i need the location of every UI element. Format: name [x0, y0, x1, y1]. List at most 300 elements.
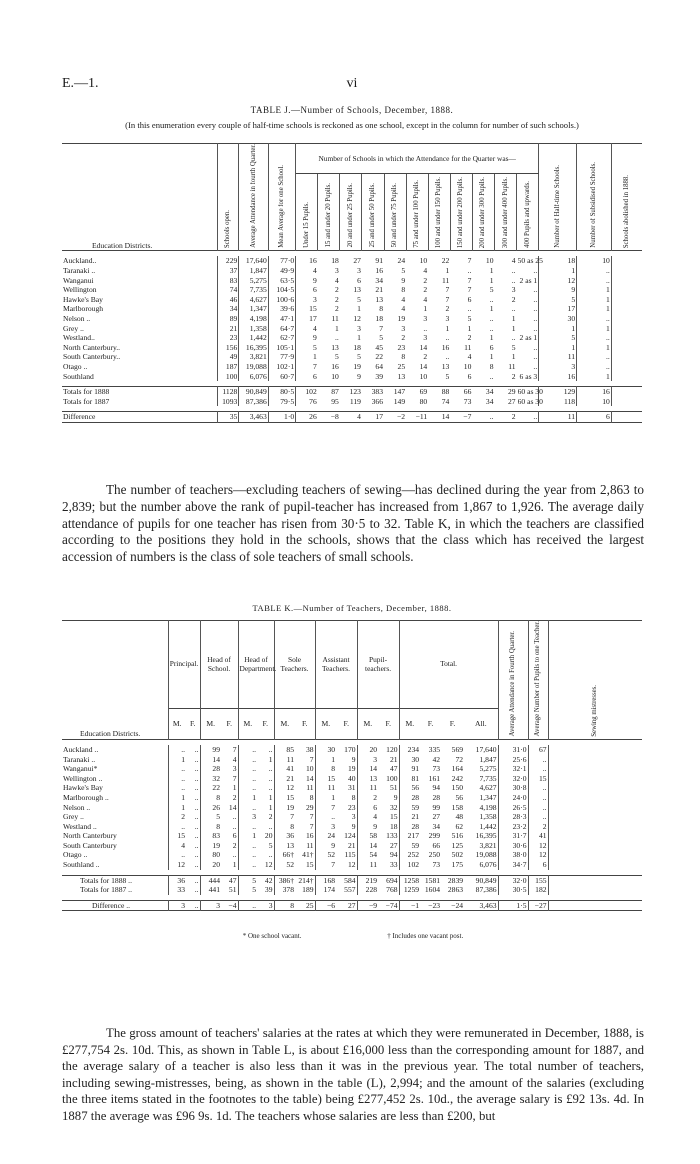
table-cell: 80: [419, 396, 428, 406]
table-row: [62, 850, 642, 860]
table-cell: 30·6: [498, 841, 528, 851]
table-k-avg-pupils-header: [528, 621, 548, 740]
table-cell: ..: [445, 333, 450, 343]
table-cell: ..: [186, 875, 200, 885]
table-row: [62, 276, 642, 286]
table-cell: 2: [335, 294, 339, 304]
table-k-sewing-header-label: Sewing mistresses.: [591, 684, 599, 737]
district-name: Nelson ..: [62, 314, 218, 324]
table-j-subsidised-header: Number of Subsidised Schools.: [589, 162, 597, 248]
table-row: [62, 774, 642, 784]
table-cell: 16: [309, 256, 317, 266]
table-cell: 16: [539, 372, 577, 382]
table-cell: 29: [295, 803, 315, 813]
sex-subheader: F.: [295, 709, 315, 740]
table-cell: ..: [445, 352, 450, 362]
table-cell: 17: [309, 314, 317, 324]
table-cell: 1: [577, 324, 612, 334]
table-cell: ..: [489, 294, 494, 304]
table-cell: 4: [467, 352, 472, 362]
table-cell: 9: [312, 275, 317, 285]
table-cell: 10: [577, 256, 612, 266]
district-name: Hawke's Bay: [62, 783, 168, 793]
district-name: Marlborough: [62, 304, 218, 314]
table-cell: 219: [365, 875, 378, 885]
table-cell: 18: [353, 342, 361, 352]
table-cell: 1·0: [268, 412, 295, 423]
table-cell: 25: [295, 900, 315, 911]
table-cell: 2: [445, 304, 450, 314]
table-cell: 11: [441, 275, 450, 285]
table-cell: 66: [432, 840, 441, 850]
table-cell: 47: [378, 764, 399, 774]
table-row: [62, 333, 642, 343]
table-cell: 9: [401, 275, 406, 285]
table-cell: 17,640: [239, 256, 268, 266]
table-cell: 2: [221, 841, 238, 851]
table-j-band-header: [362, 174, 384, 251]
table-cell: 6,076: [239, 372, 268, 382]
table-cell: 4,627: [464, 783, 498, 793]
table-cell: 8: [216, 821, 220, 831]
district-name: Wellington ..: [62, 774, 168, 784]
table-cell: 19: [397, 314, 406, 324]
table-j: [62, 143, 642, 423]
table-cell: 5: [216, 812, 220, 822]
table-cell: 3: [216, 900, 220, 910]
table-cell: 3: [423, 333, 428, 343]
table-cell: 441: [208, 885, 220, 895]
table-cell: 6: [467, 294, 472, 304]
table-cell: 1093: [218, 397, 239, 407]
table-cell: 28: [411, 792, 420, 802]
sex-subheader: F.: [186, 709, 200, 740]
table-cell: 124: [336, 831, 357, 841]
table-cell: 59: [411, 802, 420, 812]
page-number: vi: [346, 76, 358, 91]
table-cell: 7: [295, 755, 315, 765]
table-cell: 7: [331, 860, 336, 870]
table-cell: 1,358: [464, 812, 498, 822]
table-cell: 444: [208, 875, 220, 885]
table-cell: ..: [257, 783, 274, 793]
sex-subheader: M.: [405, 719, 415, 729]
table-cell: ..: [186, 822, 200, 832]
table-cell: 158: [451, 802, 464, 812]
table-cell: 52: [286, 860, 295, 870]
table-cell: ..: [577, 266, 612, 276]
table-row: [62, 764, 642, 774]
table-cell: −23: [428, 900, 441, 910]
table-cell: 73: [432, 764, 441, 774]
table-cell: −27: [528, 900, 548, 911]
table-cell: ..: [517, 304, 539, 314]
table-cell: 11: [369, 783, 378, 793]
table-cell: 4: [423, 294, 428, 304]
table-cell: 19,088: [239, 362, 268, 372]
table-cell: 2: [423, 352, 428, 362]
table-cell: 62·7: [268, 333, 295, 343]
table-cell: 1581: [424, 875, 441, 885]
table-cell: 100·6: [268, 295, 295, 305]
table-row: [62, 812, 642, 822]
table-k-group-header: Head of School.: [200, 621, 238, 709]
table-cell: 10: [485, 256, 494, 266]
table-cell: 149: [393, 396, 406, 406]
table-cell: 30: [411, 754, 420, 764]
table-cell: 10: [419, 256, 428, 266]
table-cell: 9: [357, 371, 361, 381]
table-j-band-label: 15 and under 20 Pupils.: [324, 183, 332, 248]
table-cell: 1,847: [239, 266, 268, 276]
table-cell: 51: [378, 783, 399, 793]
table-cell: 2: [467, 333, 472, 343]
table-cell: 74: [218, 285, 239, 295]
table-cell: 2839: [447, 875, 464, 885]
table-cell: 2: [401, 333, 406, 343]
table-cell: ..: [186, 803, 200, 813]
table-cell: 5,275: [464, 764, 498, 774]
district-name: Wanganui: [62, 276, 218, 286]
table-cell: 7,735: [239, 285, 268, 295]
table-cell: 3: [252, 812, 257, 822]
table-cell: 11: [331, 314, 339, 324]
table-row: [62, 793, 642, 803]
table-cell: ..: [257, 745, 274, 755]
table-cell: ..: [186, 755, 200, 765]
district-name: Wellington: [62, 285, 218, 295]
table-j-band-label: 300 and under 400 Pupils.: [501, 176, 509, 248]
table-cell: 10: [295, 764, 315, 774]
table-cell: 2: [335, 304, 339, 314]
table-row: [62, 266, 642, 276]
table-j-band-label: 400 Pupils and upwards.: [523, 181, 531, 248]
table-cell: −2: [397, 412, 406, 422]
table-cell: 3: [181, 900, 185, 910]
table-j-open-header: Schools open.: [224, 209, 232, 248]
table-cell: 14: [212, 754, 220, 764]
table-cell: 1: [257, 803, 274, 813]
table-cell: ..: [257, 850, 274, 860]
table-cell: 1: [252, 831, 257, 841]
table-cell: 74: [441, 396, 450, 406]
table-cell: 42: [432, 754, 441, 764]
table-cell: 502: [451, 850, 464, 860]
table-row: [62, 803, 642, 813]
table-cell: 34·7: [498, 860, 528, 870]
table-k-group-header: Pupil-teachers.: [357, 621, 399, 709]
table-cell: ..: [528, 783, 548, 793]
table-cell: 2: [511, 294, 516, 304]
table-cell: 5: [489, 285, 494, 295]
table-cell: 30: [327, 744, 336, 754]
table-row: [62, 295, 642, 305]
table-cell: ..: [335, 333, 339, 343]
table-cell: 31·0: [498, 745, 528, 755]
table-cell: 2: [221, 793, 238, 803]
table-cell: 9: [331, 840, 336, 850]
table-cell: 31: [336, 783, 357, 793]
table-cell: 4,627: [239, 295, 268, 305]
table-cell: 5: [511, 342, 516, 352]
table-k-group-header: Principal.: [168, 621, 200, 709]
table-cell: 217: [407, 831, 420, 841]
table-cell: 18: [539, 256, 577, 266]
table-cell: ..: [517, 412, 539, 423]
table-cell: 28: [212, 764, 220, 774]
table-cell: 4: [312, 323, 317, 333]
table-cell: 23: [218, 333, 239, 343]
table-cell: ..: [517, 285, 539, 295]
table-cell: 87: [331, 387, 339, 397]
table-cell: 5: [252, 875, 257, 885]
table-cell: 15: [327, 773, 336, 783]
table-j-district-header: Education Districts.: [62, 144, 218, 251]
table-cell: 6: [467, 371, 472, 381]
table-cell: ..: [511, 275, 516, 285]
table-cell: 1·5: [498, 900, 528, 911]
table-j-band-header: [517, 174, 539, 251]
table-cell: 60 as 30: [517, 396, 543, 406]
table-cell: 33: [378, 860, 399, 870]
table-cell: −74: [378, 900, 399, 911]
table-cell: 3: [357, 266, 361, 276]
table-cell: 47: [221, 875, 238, 885]
table-cell: 21: [411, 812, 420, 822]
district-name: Grey ..: [62, 324, 218, 334]
table-cell: 40: [336, 774, 357, 784]
table-cell: 366: [371, 396, 384, 406]
table-cell: 1128: [218, 387, 239, 397]
table-cell: 14: [419, 362, 428, 371]
table-cell: 21: [375, 285, 384, 295]
table-cell: 13: [331, 342, 339, 352]
table-cell: 88: [441, 387, 450, 397]
table-row: [62, 822, 642, 832]
table-k-group-header: Assistant Teachers.: [315, 621, 357, 709]
table-cell: 11: [295, 841, 315, 851]
sex-subheader: M.: [243, 719, 253, 729]
table-j-abolished-header: Schools abolished in 1888.: [622, 174, 630, 248]
table-cell: 694: [378, 875, 399, 885]
table-cell: 1: [489, 266, 494, 276]
table-cell: 23: [336, 803, 357, 813]
table-cell: 7: [445, 285, 450, 295]
table-cell: 67: [528, 745, 548, 755]
table-cell: −1: [410, 900, 420, 910]
table-j-title: TABLE J.—Number of Schools, December, 1888.: [250, 105, 454, 115]
table-cell: 22: [375, 352, 384, 362]
totals-row: [62, 885, 642, 895]
table-cell: ..: [252, 764, 257, 774]
table-cell: 83: [218, 276, 239, 286]
table-cell: 32·1: [498, 764, 528, 774]
table-k-title: TABLE K.—Number of Teachers, December, 1888.: [252, 603, 452, 613]
table-cell: 23·2: [498, 822, 528, 832]
table-j-band-label: 50 and under 75 Pupils.: [391, 183, 399, 248]
table-cell: 16: [331, 362, 339, 371]
table-cell: 2: [335, 285, 339, 295]
table-cell: 1: [539, 324, 577, 334]
district-name: Marlborough ..: [62, 793, 168, 803]
district-name: Otago ..: [62, 850, 168, 860]
table-cell: 1: [312, 352, 317, 362]
table-cell: 6: [357, 275, 361, 285]
table-cell: 34: [218, 304, 239, 314]
table-cell: 30·5: [498, 885, 528, 895]
table-cell: 16: [441, 342, 450, 352]
table-cell: −9: [368, 900, 378, 910]
table-cell: 9: [336, 822, 357, 832]
table-cell: 7: [467, 275, 472, 285]
table-cell: 12: [177, 860, 185, 870]
table-cell: ..: [577, 352, 612, 362]
table-cell: 12: [528, 850, 548, 860]
table-cell: 8: [379, 304, 384, 314]
table-cell: 77·9: [268, 352, 295, 362]
table-cell: 62: [455, 821, 464, 831]
table-cell: 14: [441, 412, 450, 422]
table-cell: 168: [323, 875, 336, 885]
totals-row: [62, 387, 642, 397]
district-name: Otago ..: [62, 362, 218, 372]
table-cell: 133: [378, 831, 399, 841]
table-cell: 15: [295, 860, 315, 870]
table-cell: 11: [539, 352, 577, 362]
table-cell: ..: [517, 314, 539, 324]
table-cell: ..: [181, 773, 185, 783]
district-name: Totals for 1888 ..: [62, 875, 168, 885]
table-cell: 14: [369, 840, 378, 850]
table-cell: 7: [379, 323, 384, 333]
table-cell: 8: [489, 362, 494, 371]
table-cell: 242: [451, 773, 464, 783]
table-cell: ..: [186, 860, 200, 870]
table-cell: 13: [375, 294, 384, 304]
table-cell: 3: [373, 754, 378, 764]
table-j-band-header: [296, 174, 318, 251]
table-cell: 13: [286, 840, 295, 850]
footnote-vacant-school: * One school vacant.: [242, 932, 302, 940]
table-cell: 5: [357, 352, 361, 362]
district-name: South Canterbury: [62, 841, 168, 851]
table-cell: 13: [441, 362, 450, 371]
table-row: [62, 755, 642, 765]
table-cell: 46: [218, 295, 239, 305]
table-cell: 5: [257, 841, 274, 851]
table-cell: 6: [312, 285, 317, 295]
table-k: [62, 620, 642, 911]
table-cell: 58: [369, 831, 378, 841]
table-cell: ..: [252, 821, 257, 831]
table-cell: ..: [252, 840, 257, 850]
table-cell: 182: [528, 885, 548, 895]
table-row: [62, 352, 642, 362]
table-cell: 1,347: [464, 793, 498, 803]
table-cell: 5,275: [239, 276, 268, 286]
table-cell: 17,640: [464, 745, 498, 755]
table-cell: 3: [257, 900, 274, 911]
table-cell: 94: [432, 783, 441, 793]
table-cell: 51: [221, 885, 238, 895]
table-cell: 2: [423, 275, 428, 285]
table-cell: 100: [218, 372, 239, 382]
table-cell: ..: [517, 352, 539, 362]
table-cell: 80·5: [268, 387, 295, 397]
table-cell: 7: [312, 362, 317, 371]
table-cell: 64: [375, 362, 384, 371]
table-cell: 5: [312, 342, 317, 352]
table-cell: ..: [489, 412, 494, 422]
table-k-group-header: Sole Teachers.: [274, 621, 315, 709]
table-cell: 32·0: [498, 774, 528, 784]
table-cell: 175: [451, 860, 464, 870]
page-header: [62, 76, 642, 96]
table-cell: ..: [511, 333, 516, 343]
table-cell: 8: [331, 764, 336, 774]
table-cell: 1: [181, 792, 185, 802]
table-k-attendance-header-label: Average Attendance in Fourth Quarter.: [509, 630, 517, 737]
table-cell: ..: [186, 764, 200, 774]
table-cell: 1: [577, 295, 612, 305]
table-cell: 22: [212, 783, 220, 793]
table-cell: 1: [467, 323, 472, 333]
district-name: Wanganui*: [62, 764, 168, 774]
table-cell: 252: [407, 850, 420, 860]
table-cell: 115: [336, 850, 357, 860]
sex-subheader: M.: [321, 719, 331, 729]
table-cell: 34: [375, 275, 384, 285]
table-cell: 378: [282, 885, 295, 895]
table-cell: 41†: [295, 850, 315, 860]
table-cell: 39·6: [268, 304, 295, 314]
table-cell: 83: [212, 831, 220, 841]
table-cell: 36: [286, 831, 295, 841]
table-cell: 15: [286, 792, 295, 802]
table-cell: 4: [373, 812, 378, 822]
table-cell: ..: [252, 773, 257, 783]
table-j-band-header: [340, 174, 362, 251]
table-cell: 123: [349, 387, 361, 397]
table-cell: ..: [186, 783, 200, 793]
table-cell: 18: [375, 314, 384, 324]
table-cell: 1259: [403, 885, 420, 895]
table-cell: 30: [539, 314, 577, 324]
table-cell: 49: [218, 352, 239, 362]
paragraph-salaries: The gross amount of teachers' salaries at the rates at which they were remunerated in December, 1888, is £277,754 2s. 10d. This, as shown in Table L, is about £16,000 less than the corresponding amount for 1887, and the average salary of a teacher is also less than it was in the previous year. The total number of teachers, including sewing-mistresses, being, as shown in the table (L), 2,994; and the amount of the salaries (excluding the three items stated in the footnotes to the table) being £277,452 2s. 10d., the average salary is £92 13s. 4d. In 1887 the average was £96 9s. 1d. The teachers whose salaries are less than £200, but: [62, 1026, 644, 1123]
table-cell: 3,821: [464, 841, 498, 851]
district-name: Totals for 1887: [62, 397, 218, 407]
table-cell: 28: [432, 792, 441, 802]
table-cell: 4: [221, 755, 238, 765]
table-cell: 12: [528, 841, 548, 851]
table-cell: ..: [186, 900, 200, 911]
table-cell: 1,847: [464, 755, 498, 765]
table-cell: 299: [428, 831, 441, 841]
table-k-district-header: Education Districts.: [62, 621, 168, 740]
table-cell: ..: [257, 774, 274, 784]
table-cell: 1: [511, 323, 516, 333]
table-cell: ..: [186, 841, 200, 851]
table-cell: 32·0: [498, 875, 528, 885]
sex-subheader: M.: [363, 719, 373, 729]
table-cell: 2: [511, 371, 516, 381]
difference-row: [62, 412, 642, 423]
difference-row: [62, 900, 642, 911]
table-cell: ..: [517, 343, 539, 353]
table-cell: 72: [455, 754, 464, 764]
table-cell: 118: [539, 397, 577, 407]
